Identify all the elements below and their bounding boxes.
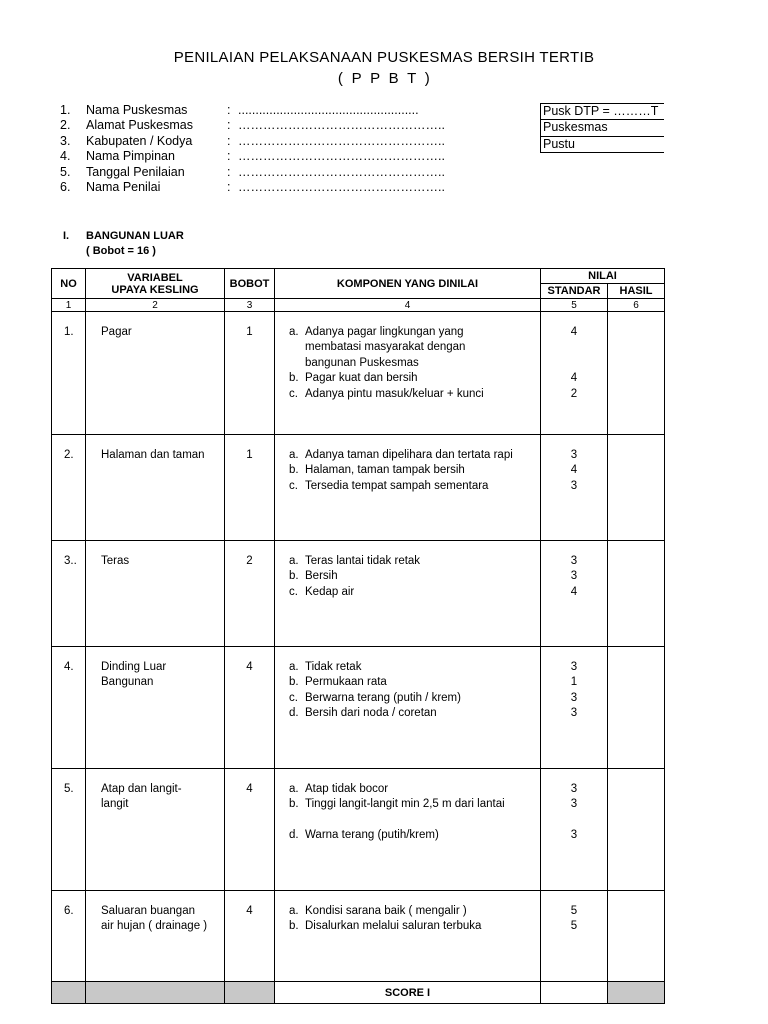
cell-standar	[541, 769, 608, 891]
komponen-letter: c.	[289, 585, 298, 598]
info-number: 1.	[60, 103, 71, 117]
variabel-text: Saluaran buangan	[101, 905, 195, 917]
variabel-text: air hujan ( drainage )	[101, 920, 208, 933]
komponen-item	[275, 387, 540, 402]
standar-value: 1	[570, 676, 578, 689]
komponen-item	[275, 828, 540, 843]
standar-value: 3	[570, 691, 578, 704]
variabel-text: Dinding Luar	[101, 661, 167, 673]
komponen-letter: a.	[289, 449, 299, 461]
komponen-text: Disalurkan melalui saluran terbuka	[305, 920, 482, 933]
document-subtitle: ( P P B T )	[337, 70, 431, 87]
komponen-item	[275, 691, 540, 706]
header-variabel-line2: UPAYA KESLING	[111, 283, 199, 296]
table-row	[52, 647, 665, 769]
info-label: Tanggal Penilaian	[86, 164, 185, 179]
komponen-text	[289, 814, 305, 826]
komponen-text: Tidak retak	[305, 661, 362, 673]
cell-no	[52, 891, 86, 982]
assessment-table	[51, 268, 665, 1004]
komponen-letter: b.	[289, 570, 299, 583]
info-label: Kabupaten / Kodya	[86, 133, 193, 148]
header-nilai: NILAI	[541, 269, 665, 284]
info-list	[60, 103, 445, 195]
komponen-letter: b.	[289, 798, 299, 811]
score-row	[52, 982, 665, 1004]
cell-no	[52, 647, 86, 769]
info-colon: :	[227, 118, 231, 133]
standar-value: 3	[570, 570, 578, 583]
standar-value: 3	[570, 798, 578, 811]
col-number: 2	[86, 299, 225, 312]
cell-hasil	[608, 769, 665, 891]
status-option: Puskesmas	[540, 119, 664, 135]
cell-variabel	[86, 435, 225, 541]
cell-no	[52, 541, 86, 647]
komponen-item	[275, 340, 540, 355]
score-shade-cell	[608, 982, 665, 1004]
info-row	[60, 103, 445, 118]
cell-variabel	[86, 541, 225, 647]
standar-value: 3	[570, 479, 578, 492]
komponen-letter: b.	[289, 920, 299, 933]
bobot-value: 1	[246, 449, 253, 461]
cell-komponen	[275, 541, 541, 647]
info-colon: :	[227, 179, 231, 194]
standar-value: 3	[570, 449, 578, 461]
header-standar: STANDAR	[541, 284, 608, 299]
komponen-item	[275, 463, 540, 478]
komponen-item	[275, 919, 540, 934]
komponen-text: Tersedia tempat sampah sementara	[305, 479, 489, 492]
cell-variabel	[86, 312, 225, 435]
standar-value: 3	[570, 783, 578, 795]
row-number: 4.	[64, 661, 74, 673]
info-value: …………………………………………..	[238, 133, 445, 148]
cell-bobot	[225, 541, 275, 647]
variabel-text: Bangunan	[101, 676, 154, 689]
info-number: 3.	[60, 133, 71, 148]
cell-komponen	[275, 435, 541, 541]
info-number: 4.	[60, 149, 71, 164]
komponen-item	[275, 325, 540, 340]
info-value: …………………………………………..	[238, 149, 445, 164]
cell-hasil	[608, 541, 665, 647]
info-label: Nama Puskesmas	[86, 103, 188, 117]
cell-komponen	[275, 647, 541, 769]
bobot-value: 4	[246, 783, 253, 795]
cell-no	[52, 312, 86, 435]
variabel-text: Teras	[101, 555, 130, 567]
info-colon: :	[227, 164, 231, 179]
komponen-text: Atap tidak bocor	[305, 783, 389, 795]
komponen-text: Pagar kuat dan bersih	[305, 372, 418, 385]
cell-standar	[541, 312, 608, 435]
score-shade-cell	[225, 982, 275, 1004]
header-bobot: BOBOT	[225, 269, 275, 299]
info-value: …………………………………………..	[238, 118, 445, 133]
komponen-item	[275, 448, 540, 463]
komponen-item	[275, 782, 540, 797]
cell-no	[52, 435, 86, 541]
table-row	[52, 891, 665, 982]
variabel-text: Atap dan langit-	[101, 783, 182, 795]
standar-value: 5	[570, 920, 578, 933]
komponen-item	[275, 585, 540, 600]
standar-value: 4	[570, 585, 578, 598]
komponen-text: membatasi masyarakat dengan	[305, 341, 466, 354]
komponen-letter: a.	[289, 905, 299, 917]
header-variabel	[86, 269, 225, 299]
komponen-letter: d.	[289, 829, 299, 842]
header-hasil: HASIL	[608, 284, 665, 299]
table-row	[52, 541, 665, 647]
bobot-value: 1	[246, 326, 253, 338]
standar-value: 2	[570, 387, 578, 400]
komponen-item	[275, 706, 540, 721]
komponen-text: Halaman, taman tampak bersih	[305, 464, 465, 477]
bobot-value: 4	[246, 905, 253, 917]
col-number: 4	[275, 299, 541, 312]
komponen-item	[275, 660, 540, 675]
komponen-letter: a.	[289, 326, 299, 338]
table-row	[52, 435, 665, 541]
row-number: 2.	[64, 449, 74, 461]
standar-value	[541, 340, 607, 355]
komponen-text: Tinggi langit-langit min 2,5 m dari lantai	[305, 798, 505, 811]
row-number: 1.	[64, 326, 74, 338]
variabel-text: langit	[101, 798, 129, 811]
komponen-letter: b.	[289, 372, 299, 385]
komponen-text: Bersih	[305, 570, 338, 583]
standar-value: 5	[570, 905, 578, 917]
standar-value: 4	[570, 372, 578, 385]
standar-value	[541, 356, 607, 371]
komponen-item	[275, 813, 540, 828]
section-bobot: ( Bobot = 16 )	[86, 245, 156, 257]
komponen-text: Warna terang (putih/krem)	[305, 829, 439, 842]
komponen-letter: a.	[289, 661, 299, 673]
score-shade-cell	[86, 982, 225, 1004]
info-value: …………………………………………..	[238, 164, 445, 179]
cell-standar	[541, 541, 608, 647]
variabel-text: Pagar	[101, 326, 132, 338]
cell-bobot	[225, 891, 275, 982]
col-number: 1	[52, 299, 86, 312]
header-komponen: KOMPONEN YANG DINILAI	[275, 269, 541, 299]
komponen-letter: b.	[289, 464, 299, 477]
cell-bobot	[225, 769, 275, 891]
komponen-item	[275, 797, 540, 812]
komponen-text: Teras lantai tidak retak	[305, 555, 421, 567]
row-number: 5.	[64, 783, 74, 795]
komponen-text: Adanya taman dipelihara dan tertata rapi	[305, 449, 513, 461]
cell-hasil	[608, 647, 665, 769]
komponen-text: bangunan Puskesmas	[305, 356, 419, 369]
standar-value	[541, 813, 607, 828]
cell-standar	[541, 647, 608, 769]
col-number: 6	[608, 299, 665, 312]
cell-hasil	[608, 435, 665, 541]
komponen-item	[275, 675, 540, 690]
komponen-item	[275, 904, 540, 919]
cell-variabel	[86, 647, 225, 769]
komponen-text: Kedap air	[305, 585, 355, 598]
standar-value: 4	[570, 326, 578, 338]
komponen-text: Adanya pintu masuk/keluar + kunci	[305, 387, 484, 400]
komponen-letter: a.	[289, 783, 299, 795]
status-box	[540, 103, 664, 153]
komponen-letter: b.	[289, 676, 299, 689]
document-title: PENILAIAN PELAKSANAAN PUSKESMAS BERSIH TERTIB	[173, 49, 595, 66]
standar-value: 3	[570, 555, 578, 567]
info-colon: :	[227, 103, 231, 117]
info-label: Alamat Puskesmas	[86, 118, 193, 133]
header-no: NO	[52, 269, 86, 299]
cell-bobot	[225, 435, 275, 541]
komponen-text: Adanya pagar lingkungan yang	[305, 326, 464, 338]
score-shade-cell	[52, 982, 86, 1004]
komponen-text: Berwarna terang (putih / krem)	[305, 691, 461, 704]
score-standar-cell	[541, 982, 608, 1004]
komponen-text: Permukaan rata	[305, 676, 387, 689]
info-number: 2.	[60, 118, 71, 133]
komponen-letter: c.	[289, 691, 298, 704]
row-number: 3..	[64, 555, 77, 567]
cell-komponen	[275, 891, 541, 982]
cell-bobot	[225, 647, 275, 769]
table-row	[52, 312, 665, 435]
cell-komponen	[275, 312, 541, 435]
komponen-letter: c.	[289, 479, 298, 492]
table-row	[52, 769, 665, 891]
komponen-letter: d.	[289, 707, 299, 720]
status-option: Pusk DTP = ………T	[540, 103, 664, 119]
komponen-letter: a.	[289, 555, 299, 567]
info-label: Nama Pimpinan	[86, 149, 175, 164]
cell-no	[52, 769, 86, 891]
cell-standar	[541, 891, 608, 982]
cell-variabel	[86, 891, 225, 982]
komponen-item	[275, 371, 540, 386]
komponen-item	[275, 356, 540, 371]
komponen-text: Bersih dari noda / coretan	[305, 707, 437, 720]
komponen-text: Kondisi sarana baik ( mengalir )	[305, 905, 467, 917]
cell-variabel	[86, 769, 225, 891]
info-number: 6.	[60, 179, 71, 194]
cell-hasil	[608, 312, 665, 435]
info-row	[60, 165, 445, 180]
section-title: BANGUNAN LUAR	[86, 230, 184, 242]
info-row	[60, 118, 445, 133]
col-number: 3	[225, 299, 275, 312]
cell-komponen	[275, 769, 541, 891]
row-number: 6.	[64, 905, 74, 917]
info-label: Nama Penilai	[86, 179, 161, 194]
komponen-item	[275, 479, 540, 494]
komponen-letter: c.	[289, 387, 298, 400]
section-number: I.	[63, 230, 70, 242]
cell-hasil	[608, 891, 665, 982]
standar-value: 3	[570, 707, 578, 720]
info-colon: :	[227, 149, 231, 164]
komponen-item	[275, 569, 540, 584]
col-number: 5	[541, 299, 608, 312]
cell-standar	[541, 435, 608, 541]
info-number: 5.	[60, 164, 71, 179]
standar-value: 3	[570, 661, 578, 673]
status-option: Pustu	[540, 136, 664, 153]
info-colon: :	[227, 133, 231, 148]
header-variabel-line1: VARIABEL	[127, 271, 183, 284]
bobot-value: 4	[246, 661, 253, 673]
info-row	[60, 149, 445, 164]
info-row	[60, 134, 445, 149]
score-label: SCORE I	[275, 982, 541, 1004]
standar-value: 4	[570, 464, 578, 477]
standar-value: 3	[570, 829, 578, 842]
bobot-value: 2	[246, 555, 253, 567]
cell-bobot	[225, 312, 275, 435]
komponen-item	[275, 554, 540, 569]
section-heading	[63, 230, 184, 257]
info-value: ....................................................	[238, 103, 419, 117]
info-value: …………………………………………..	[238, 179, 445, 194]
info-row	[60, 180, 445, 195]
variabel-text: Halaman dan taman	[101, 449, 205, 461]
